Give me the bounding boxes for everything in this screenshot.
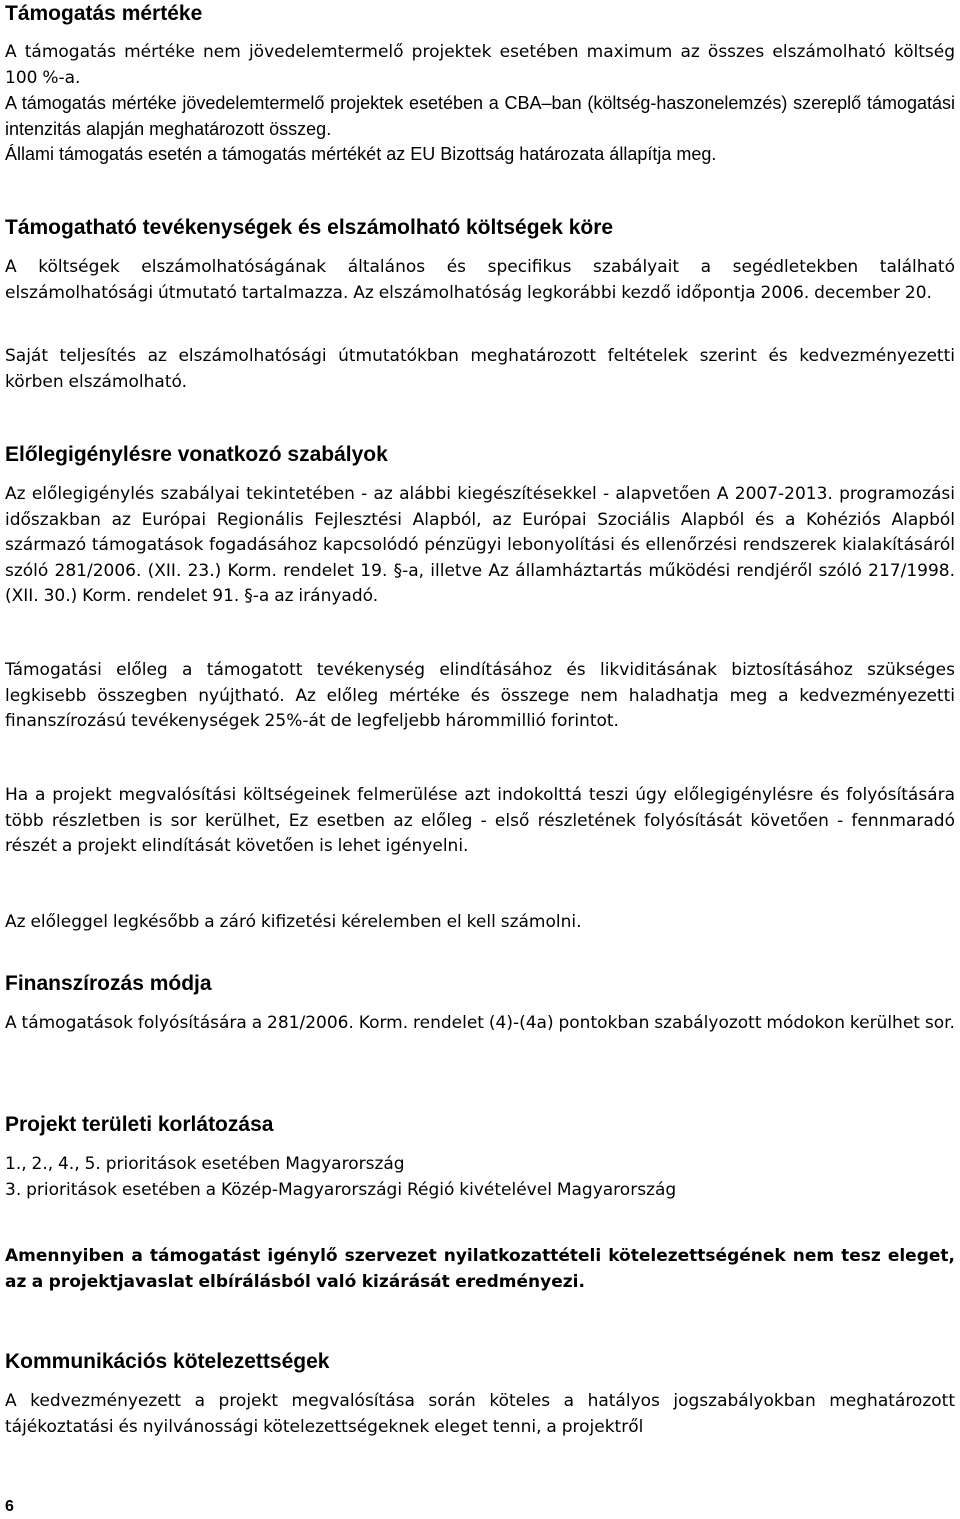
paragraph-nyilatkozat: Amennyiben a támogatást igénylő szervezet nyilatkozattételi kötelezettségének nem tesz eleget, az a projektjavaslat elbírálásból való kizárását eredményezi.: [5, 1246, 955, 1292]
paragraph-kommunikacio-1: A kedvezményezett a projekt megvalósítása során köteles a hatályos jogszabályokban meghatározott tájékoztatási és nyilvánossági kötelezettségeknek eleget tenni, a projektről: [5, 1391, 955, 1437]
paragraph-tamogathato-2: Saját teljesítés az elszámolhatósági útmutatókban meghatározott feltételek szerint és kedvezményezetti körben elszámolható.: [5, 346, 955, 392]
paragraph-eloleg-1: Az előlegigénylés szabályai tekintetében - az alábbi kiegészítésekkel - alapvetően A 2007-2013. programozási időszakban az Európai Regionális Fejlesztési Alapból, az Európai Szociális Alapból és a Kohéziós Alapból származó támogatások fogadásához kapcsolódó pénzügyi lebonyolítási és ellenőrzési rendszerek kialakításáról szóló 281/2006. (XII. 23.) Korm. rendelet 19. §-a, illetve Az államháztartás működési rendjéről szóló 217/1998. (XII. 30.) Korm. rendelet 91. §-a az irányadó.: [5, 484, 955, 606]
heading-kommunikacio: Kommunikációs kötelezettségek: [5, 1350, 330, 1373]
paragraph-eloleg-4: Az előleggel legkésőbb a záró kifizetési kérelemben el kell számolni.: [5, 912, 582, 932]
teruleti-line-1: 1., 2., 4., 5. prioritások esetében Magyarország: [5, 1154, 405, 1174]
paragraph-finanszirozas-1: A támogatások folyósítására a 281/2006. Korm. rendelet (4)-(4a) pontokban szabályozott módokon kerülhet sor.: [5, 1013, 955, 1033]
paragraph-tamogatas-merteke-3: Állami támogatás esetén a támogatás mértékét az EU Bizottság határozata állapítja meg.: [5, 144, 717, 164]
heading-eloleg: Előlegigénylésre vonatkozó szabályok: [5, 443, 388, 466]
paragraph-tamogatas-merteke-2: A támogatás mértéke jövedelemtermelő projektek esetében a CBA–ban (költség-haszonelemzés) szereplő támogatási intenzitás alapján meghatározott összeg.: [5, 93, 955, 139]
paragraph-eloleg-3: Ha a projekt megvalósítási költségeinek felmerülése azt indokolttá teszi úgy előlegigénylésre és folyósítására több részletben is sor kerülhet, Ez esetben az előleg - első részletének folyósítását követően - fennmaradó részét a projekt elindítását követően is lehet igényelni.: [5, 785, 955, 856]
heading-tamogathato: Támogatható tevékenységek és elszámolható költségek köre: [5, 216, 614, 239]
paragraph-eloleg-2: Támogatási előleg a támogatott tevékenység elindításához és likviditásának biztosításához szükséges legkisebb összegben nyújtható. Az előleg mértéke és összege nem haladhatja meg a kedvezményezetti finanszírozású tevékenységek 25%-át de legfeljebb hárommillió forintot.: [5, 660, 955, 731]
heading-finanszirozas: Finanszírozás módja: [5, 972, 212, 995]
teruleti-line-2: 3. prioritások esetében a Közép-Magyarországi Régió kivételével Magyarország: [5, 1180, 677, 1200]
heading-tamogatas-merteke: Támogatás mértéke: [5, 2, 203, 25]
paragraph-tamogathato-1: A költségek elszámolhatóságának általános és specifikus szabályait a segédletekben található elszámolhatósági útmutató tartalmazza. Az elszámolhatóság legkorábbi kezdő időpontja 2006. december 20.: [5, 257, 955, 303]
heading-teruleti: Projekt területi korlátozása: [5, 1113, 274, 1136]
page-number: 6: [5, 1498, 14, 1515]
paragraph-tamogatas-merteke-1: A támogatás mértéke nem jövedelemtermelő projektek esetében maximum az összes elszámolható költség 100 %-a.: [5, 42, 955, 88]
